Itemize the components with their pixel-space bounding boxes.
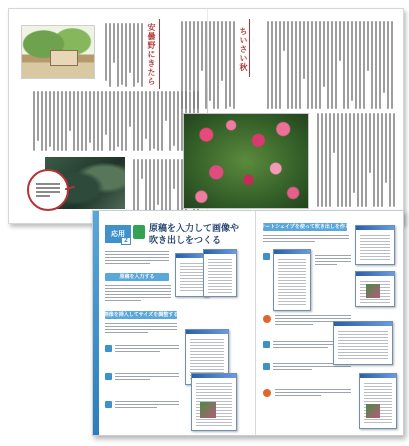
section-bar-1 [105,273,169,281]
section-bar-3 [260,223,350,231]
lesson-number: 2 [123,237,129,244]
left-page-title: 安曇野にきたら [147,23,156,86]
left-title-rule [159,19,160,89]
cottage-illustration [21,25,95,79]
left-body-text-upper [101,23,143,89]
cosmos-flower-photo [183,113,309,209]
right-body-text-upper [179,21,235,111]
right-page-title: ちいさい秋 [239,27,248,72]
lesson-number-box [121,237,131,245]
document-icon [133,225,145,239]
step-3-text [115,401,179,408]
section-bar-1-label: 原稿を入力する [119,273,155,280]
step-6-marker [263,363,270,370]
step-4-marker [263,253,270,260]
section-1-text [105,285,171,301]
right-body-text-side [261,21,393,111]
screenshot-window-7 [355,271,395,307]
screenshot-window-4 [191,373,237,431]
tutorial-gutter [255,211,256,435]
step-3-marker [105,401,112,408]
step-2-marker [105,373,112,380]
headline-line-1: 原稿を入力して画像や [149,224,240,234]
step-2-text [115,373,179,380]
tip-alert-icon [263,315,271,323]
section-bar-2 [105,311,177,319]
tip-text-2 [275,389,351,396]
screenshot-window-6 [355,225,395,265]
left-body-text-lower [21,91,199,153]
lesson-tag-label: 応用 [111,229,125,238]
tutorial-spread [92,210,404,436]
headline-line-2: 吹き出しをつくる [149,236,222,246]
step-5-marker [263,341,270,348]
screenshot-window-8 [359,373,397,429]
right-title-rule [249,19,250,77]
section-3-text [263,235,349,242]
right-body-text-lower [311,113,395,209]
tutorial-headline [149,223,255,247]
tutorial-side-stripe [93,211,99,435]
caption-bubble [27,169,69,211]
screenshot-window-2 [203,249,237,297]
intro-text [105,251,169,264]
section-bar-2-label: 画像を挿入してサイズを調整する [103,311,179,318]
step-1-marker [105,345,112,352]
screenshot-dialog [333,321,393,365]
section-bar-3-label: オートシェイプを使って吹き出しを作る [260,223,350,230]
step-1-text [115,345,179,352]
screenshot-window-5 [273,249,311,311]
step-4-text [315,255,351,265]
magazine-spread [8,8,404,224]
section-2-text [105,323,177,333]
tip-alert-icon-2 [263,389,271,397]
